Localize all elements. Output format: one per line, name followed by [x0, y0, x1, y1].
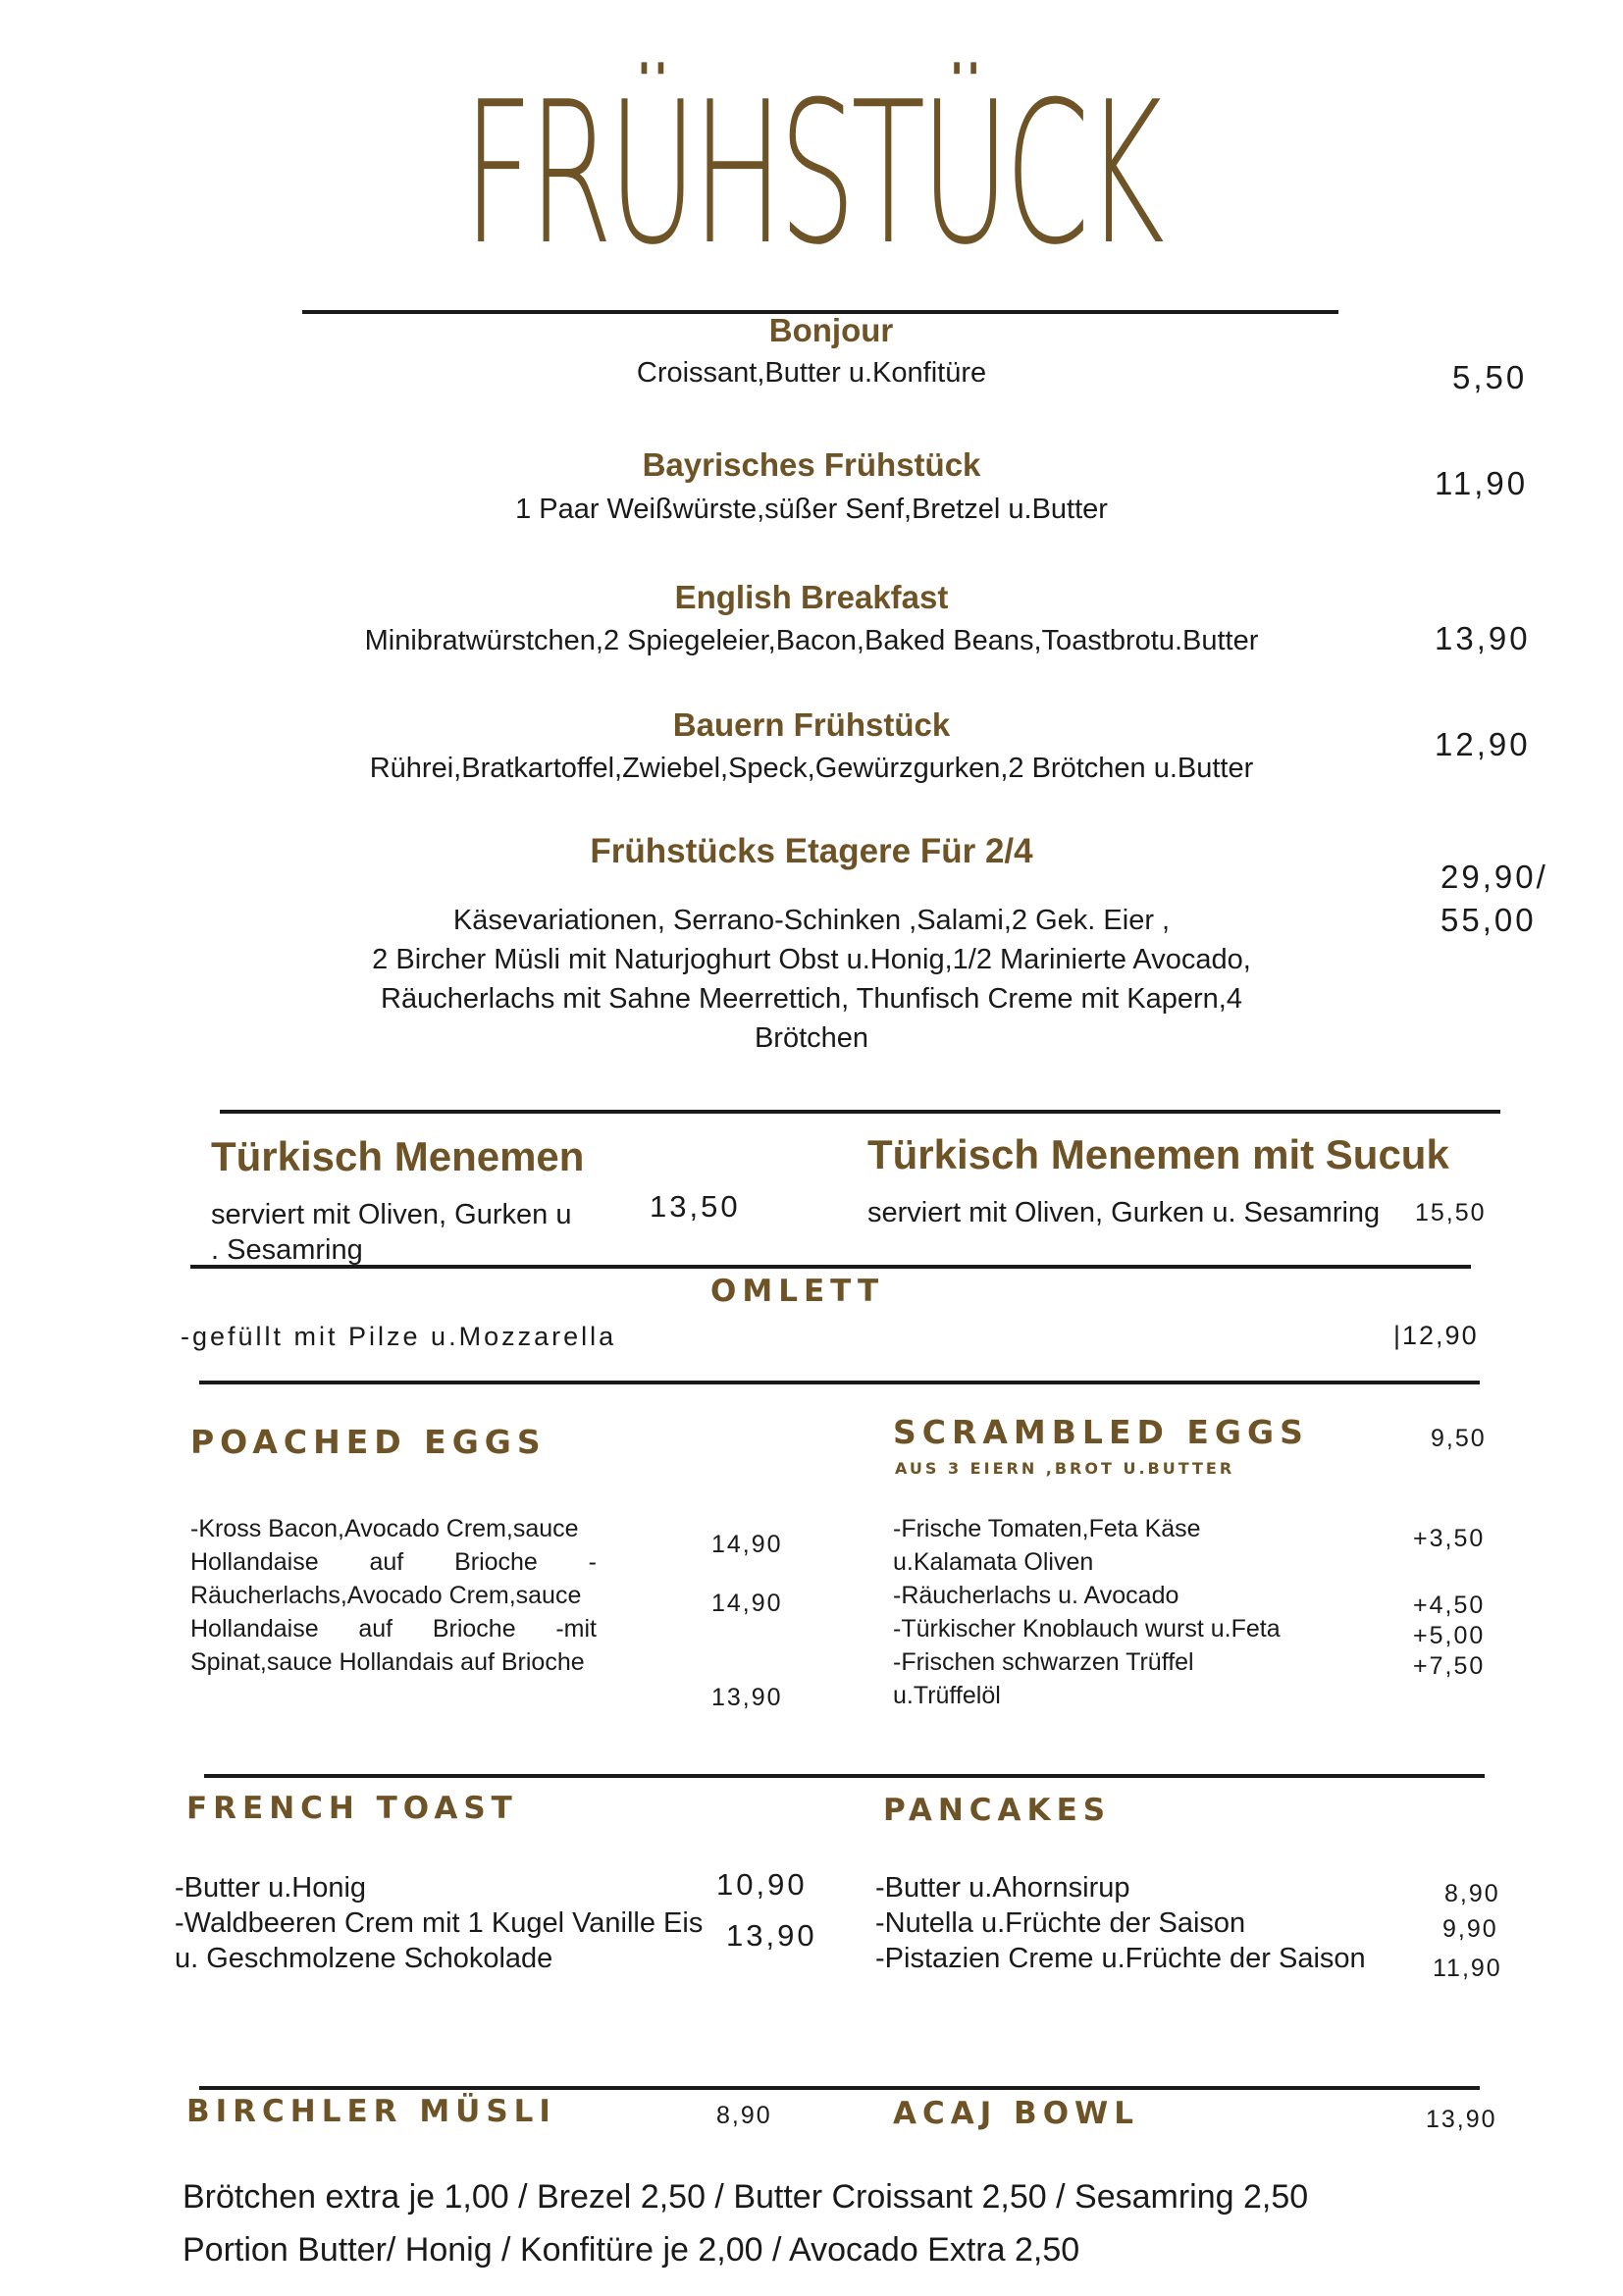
item-price-bayrisch: 11,90: [1435, 465, 1529, 501]
extras-line: Portion Butter/ Honig / Konfitüre je 2,00 / Avocado Extra 2,50: [183, 2231, 1080, 2269]
menemen-sucuk-heading: Türkisch Menemen mit Sucuk: [867, 1131, 1449, 1177]
scrambled-eggs-line: -Türkischer Knoblauch wurst u.Feta: [893, 1615, 1281, 1643]
menemen-heading: Türkisch Menemen: [211, 1133, 585, 1179]
acaj-bowl-price: 13,90: [1426, 2106, 1497, 2133]
item-desc-etagere-line: 2 Bircher Müsli mit Naturjoghurt Obst u.Honig,1/2 Marinierte Avocado,: [372, 944, 1251, 975]
pancakes-line: -Pistazien Creme u.Früchte der Saison: [875, 1943, 1366, 1974]
item-desc-etagere: [0, 901, 1623, 1058]
poached-eggs-price: 13,90: [711, 1684, 783, 1711]
pancakes-price: 8,90: [1444, 1880, 1500, 1907]
scrambled-eggs-line: -Räucherlachs u. Avocado: [893, 1582, 1179, 1609]
item-desc-etagere-line: Räucherlachs mit Sahne Meerrettich, Thunfisch Creme mit Kapern,4: [381, 983, 1242, 1015]
scrambled-eggs-addon-price: +7,50: [1413, 1652, 1486, 1680]
item-desc-bonjour: Croissant,Butter u.Konfitüre: [636, 357, 987, 389]
scrambled-eggs-price: 9,50: [1431, 1425, 1487, 1452]
menemen-price: 13,50: [650, 1189, 741, 1224]
item-price-english: 13,90: [1435, 620, 1531, 656]
french-toast-heading: FRENCH TOAST: [186, 1791, 518, 1826]
page-title: FRÜHSTÜCK: [463, 60, 1160, 288]
menemen-desc: [211, 1197, 571, 1268]
item-name-english: English Breakfast: [674, 579, 949, 615]
item-name-bayrisch: Bayrisches Frühstück: [642, 446, 981, 483]
birchler-muesli-heading: BIRCHLER MÜSLI: [186, 2094, 556, 2129]
item-desc-etagere-line: Käsevariationen, Serrano-Schinken ,Salami,2 Gek. Eier ,: [452, 905, 1171, 936]
item-desc-bauern: Rührei,Bratkartoffel,Zwiebel,Speck,Gewürzgurken,2 Brötchen u.Butter: [369, 753, 1254, 784]
item-price-etagere: [1440, 856, 1548, 942]
item-name-bauern: Bauern Frühstück: [672, 706, 951, 743]
menemen-desc-line: serviert mit Oliven, Gurken u: [211, 1199, 572, 1230]
scrambled-eggs-heading: SCRAMBLED EGGS: [893, 1413, 1309, 1451]
section-divider: [204, 1774, 1485, 1778]
scrambled-eggs-subheading: AUS 3 EIERN ,BROT U.BUTTER: [895, 1459, 1235, 1478]
item-desc-bayrisch: 1 Paar Weißwürste,süßer Senf,Bretzel u.Butter: [515, 494, 1108, 525]
poached-eggs-heading: POACHED EGGS: [190, 1423, 547, 1461]
scrambled-eggs-desc: [893, 1512, 1281, 1712]
poached-eggs-line: Hollandaise auf Brioche -: [190, 1548, 597, 1576]
poached-eggs-line: Hollandaise auf Brioche -mit: [190, 1615, 597, 1643]
menemen-desc-line: . Sesamring: [211, 1234, 363, 1266]
acaj-bowl-heading: ACAJ BOWL: [893, 2096, 1139, 2131]
birchler-muesli-price: 8,90: [716, 2102, 772, 2129]
section-divider: [220, 1110, 1500, 1114]
item-price-bonjour: 5,50: [1452, 359, 1528, 395]
poached-eggs-line: Spinat,sauce Hollandais auf Brioche: [190, 1648, 585, 1676]
item-name-etagere: Frühstücks Etagere Für 2/4: [590, 832, 1033, 870]
poached-eggs-desc: [190, 1512, 597, 1679]
pancakes-price: 11,90: [1433, 1955, 1502, 1982]
french-toast-line: -Waldbeeren Crem mit 1 Kugel Vanille Eis: [175, 1907, 704, 1939]
scrambled-eggs-line: -Frischen schwarzen Trüffel: [893, 1648, 1194, 1676]
poached-eggs-price: 14,90: [711, 1590, 783, 1617]
section-divider: [199, 2086, 1480, 2090]
french-toast-price: 13,90: [726, 1918, 817, 1953]
omlett-heading: OMLETT: [710, 1274, 885, 1309]
poached-eggs-line: -Kross Bacon,Avocado Crem,sauce: [190, 1515, 579, 1542]
pancakes-line: -Butter u.Ahornsirup: [875, 1872, 1130, 1904]
pancakes-desc: [875, 1870, 1366, 1976]
item-price-etagere-line: 29,90/: [1440, 859, 1548, 895]
scrambled-eggs-addon-price: +3,50: [1413, 1525, 1486, 1552]
scrambled-eggs-line: u.Kalamata Oliven: [893, 1548, 1094, 1576]
pancakes-heading: PANCAKES: [883, 1793, 1112, 1828]
scrambled-eggs-addon-price: +4,50: [1413, 1592, 1486, 1619]
section-divider: [199, 1381, 1480, 1384]
pancakes-line: -Nutella u.Früchte der Saison: [875, 1907, 1246, 1939]
item-price-etagere-line: 55,00: [1440, 902, 1537, 938]
item-price-bauern: 12,90: [1435, 726, 1531, 762]
french-toast-price: 10,90: [716, 1867, 808, 1902]
section-divider: [190, 1265, 1471, 1269]
item-name-bonjour: Bonjour: [768, 312, 894, 348]
pancakes-price: 9,90: [1442, 1915, 1498, 1943]
extras-line: Brötchen extra je 1,00 / Brezel 2,50 / Butter Croissant 2,50 / Sesamring 2,50: [183, 2178, 1309, 2216]
french-toast-desc: [175, 1870, 703, 1976]
menemen-sucuk-price: 15,50: [1415, 1199, 1487, 1226]
omlett-price: |12,90: [1393, 1321, 1479, 1350]
item-desc-english: Minibratwürstchen,2 Spiegeleier,Bacon,Baked Beans,Toastbrotu.Butter: [364, 625, 1259, 656]
scrambled-eggs-line: u.Trüffelöl: [893, 1682, 1001, 1709]
poached-eggs-line: Räucherlachs,Avocado Crem,sauce: [190, 1582, 582, 1609]
scrambled-eggs-addon-price: +5,00: [1413, 1622, 1486, 1649]
menemen-sucuk-desc: serviert mit Oliven, Gurken u. Sesamring: [867, 1197, 1381, 1228]
omlett-desc: -gefüllt mit Pilze u.Mozzarella: [181, 1322, 617, 1351]
poached-eggs-price: 14,90: [711, 1531, 783, 1558]
french-toast-line: -Butter u.Honig: [175, 1872, 367, 1904]
scrambled-eggs-line: -Frische Tomaten,Feta Käse: [893, 1515, 1201, 1542]
french-toast-line: u. Geschmolzene Schokolade: [175, 1943, 553, 1974]
item-desc-etagere-line: Brötchen: [754, 1022, 869, 1054]
